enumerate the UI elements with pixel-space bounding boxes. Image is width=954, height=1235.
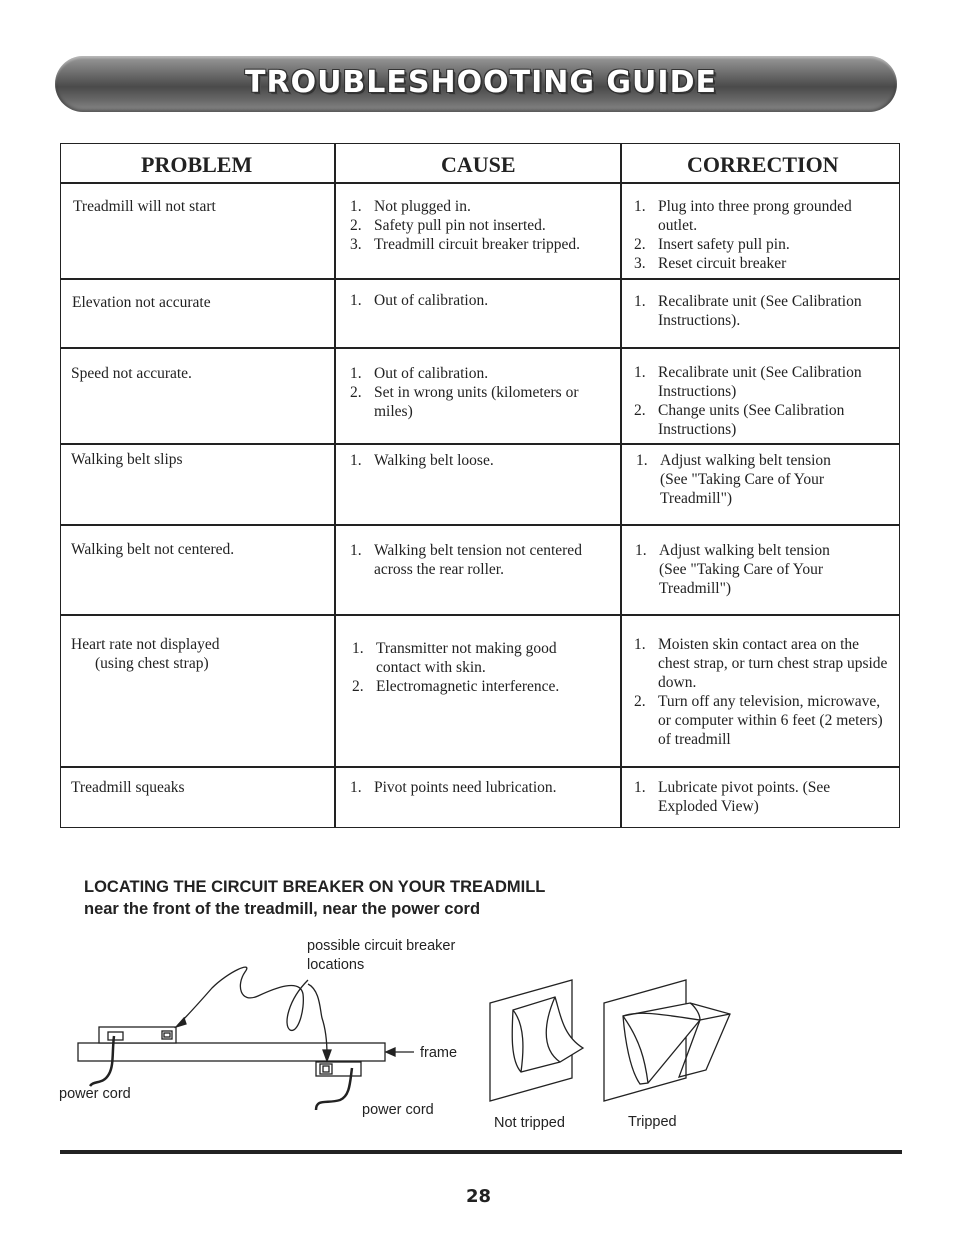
list-item: 1. Adjust walking belt tension (See "Taking Care of Your Treadmill") [635,542,830,597]
list-item: 2. Electromagnetic interference. [352,678,560,695]
page-number: 28 [466,1186,492,1207]
list-item: 1. Out of calibration. [350,292,489,309]
heading-line-2: near the front of the treadmill, near the power cord [84,900,481,918]
list-item: 1. Lubricate pivot points. (See Exploded View) [634,779,831,815]
problem-subtext: (using chest strap) [95,655,209,672]
list-item: 1. Plug into three prong grounded outlet. [634,198,852,234]
correction-cell [634,635,889,749]
correction-cell [634,363,896,439]
list-item: 3. Reset circuit breaker [634,255,787,272]
label-locations: possible circuit breaker locations [307,938,456,973]
page-title: TROUBLESHOOTING GUIDE [245,65,717,100]
header-correction: CORRECTION [687,152,839,177]
column-divider [620,144,622,827]
row-divider [61,766,899,768]
problem-cell: Elevation not accurate [72,294,211,311]
list-item: 1. Recalibrate unit (See Calibration Instructions). [634,293,862,329]
footer-rule [60,1150,902,1154]
label-power-cord-right: power cord [362,1102,434,1118]
problem-cell: Speed not accurate. [71,365,192,382]
list-item: 2. Turn off any television, microwave, or computer within 6 feet (2 meters) of treadmill [634,693,883,748]
cause-cell [352,639,597,696]
frame-arrowhead [386,1048,395,1056]
row-divider [61,443,899,445]
treadmill-frame-drawing [78,1027,385,1076]
correction-cell [634,292,874,330]
list-item: 1. Adjust walking belt tension (See "Taking Care of Your Treadmill") [636,452,831,507]
cause-cell [350,451,615,470]
callout-arrowhead [323,1050,331,1061]
row-divider [61,278,899,280]
list-item: 2. Insert safety pull pin. [634,236,790,253]
cause-cell [350,291,615,310]
problem-cell: Walking belt not centered. [71,541,235,558]
label-power-cord-left: power cord [59,1086,131,1102]
circuit-breaker-heading [84,876,545,920]
row-divider [61,524,899,526]
label-frame: frame [420,1045,458,1061]
header-problem: PROBLEM [141,152,253,177]
power-cord-left [90,1036,114,1086]
problem-cell: Walking belt slips [71,451,183,468]
label-tripped: Tripped [628,1114,677,1130]
breaker-not-tripped-drawing [490,980,583,1101]
callout-squiggle [178,967,308,1030]
problem-text: Heart rate not displayed [71,636,220,653]
column-divider [334,144,336,827]
cause-cell [350,364,615,421]
correction-cell [635,541,860,598]
list-item: 1. Walking belt tension not centered across the rear roller. [350,542,582,578]
title-banner [55,56,897,112]
list-item: 1. Out of calibration. [350,365,489,382]
list-item: 1. Not plugged in. [350,198,471,215]
list-item: 2. Change units (See Calibration Instructions) [634,402,845,438]
power-cord-right [316,1068,352,1110]
row-divider [61,182,899,184]
breaker-tripped-drawing [604,980,730,1101]
list-item: 1. Moisten skin contact area on the chest strap, or turn chest strap upside down. [634,636,888,691]
row-divider [61,614,899,616]
correction-cell [634,778,834,816]
correction-cell [636,451,861,508]
heading-line-1: LOCATING THE CIRCUIT BREAKER ON YOUR TREADMILL [84,878,546,896]
list-item: 2. Set in wrong units (kilometers or miles) [350,384,579,420]
label-not-tripped: Not tripped [494,1115,565,1131]
list-item: 1. Walking belt loose. [350,452,494,469]
callout-arrowhead [176,1018,186,1027]
list-item: 3. Treadmill circuit breaker tripped. [350,236,581,253]
troubleshooting-table [60,143,900,828]
row-divider [61,347,899,349]
list-item: 1. Transmitter not making good contact with skin. [352,640,557,676]
list-item: 2. Safety pull pin not inserted. [350,217,546,234]
cause-cell [350,197,615,254]
callout-line [308,984,327,1055]
cause-cell [350,541,590,579]
problem-cell: Treadmill squeaks [71,779,185,796]
problem-cell [71,635,321,673]
list-item: 1. Pivot points need lubrication. [350,779,557,796]
header-cause: CAUSE [441,152,516,177]
list-item: 1. Recalibrate unit (See Calibration Instructions) [634,364,862,400]
problem-cell: Treadmill will not start [73,198,216,215]
cause-cell [350,778,615,797]
correction-cell [634,197,894,273]
